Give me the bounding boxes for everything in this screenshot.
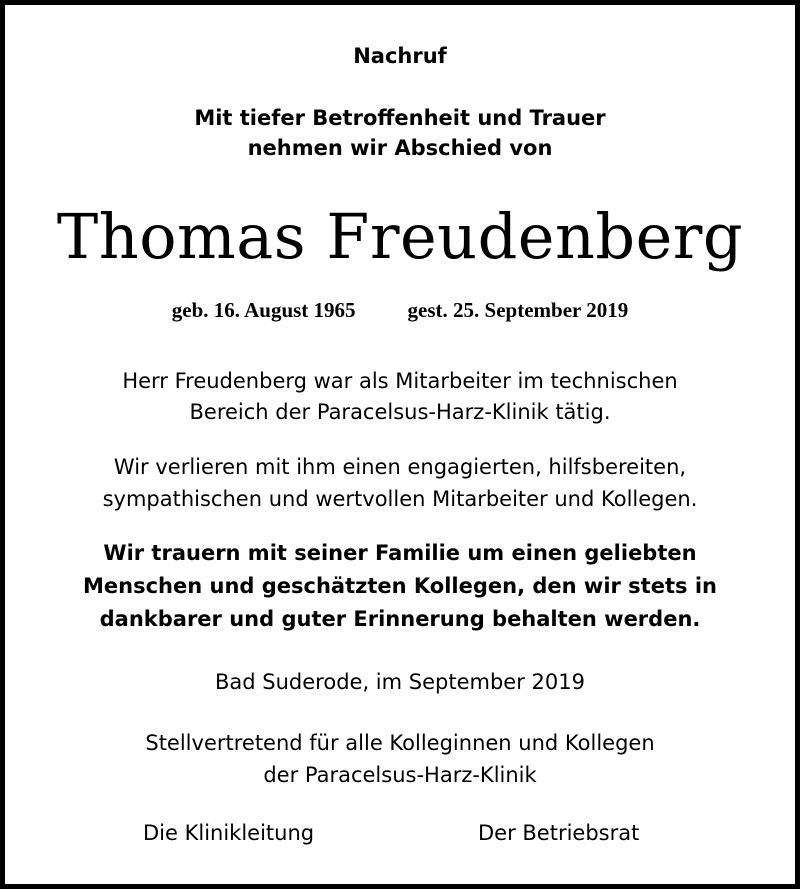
behalf-line-2: der Paracelsus-Harz-Klinik [263,763,537,787]
signer-works-council: Der Betriebsrat [478,821,640,845]
paragraph-3-line-3: dankbarer und guter Erinnerung behalten werden. [99,607,701,631]
behalf-line-1: Stellvertretend für alle Kolleginnen und Kollegen [145,731,655,755]
paragraph-2-line-1: Wir verlieren mit ihm einen engagierten, hilfsbereiten, [113,455,687,479]
signer-clinic-management: Die Klinikleitung [143,821,315,845]
deceased-name: Thomas Freudenberg [56,200,744,273]
place-date: Bad Suderode, im September 2019 [215,670,585,694]
paragraph-2-line-2: sympathischen und wertvollen Mitarbeiter und Kollegen. [102,487,698,511]
intro-line-1: Mit tiefer Betroffenheit und Trauer [194,106,606,130]
intro-line-2: nehmen wir Abschied von [247,136,553,160]
paragraph-1-line-2: Bereich der Paracelsus-Harz-Klinik tätig. [189,400,611,424]
paragraph-1-line-1: Herr Freudenberg war als Mitarbeiter im technischen [122,369,678,393]
heading: Nachruf [353,44,447,68]
paragraph-3-line-1: Wir trauern mit seiner Familie um einen geliebten [103,541,697,565]
paragraph-3-line-2: Menschen und geschätzten Kollegen, den wir stets in [83,574,717,598]
life-dates [0,298,800,323]
birth-date: geb. 16. August 1965 [171,298,356,322]
death-date: gest. 25. September 2019 [407,298,629,322]
